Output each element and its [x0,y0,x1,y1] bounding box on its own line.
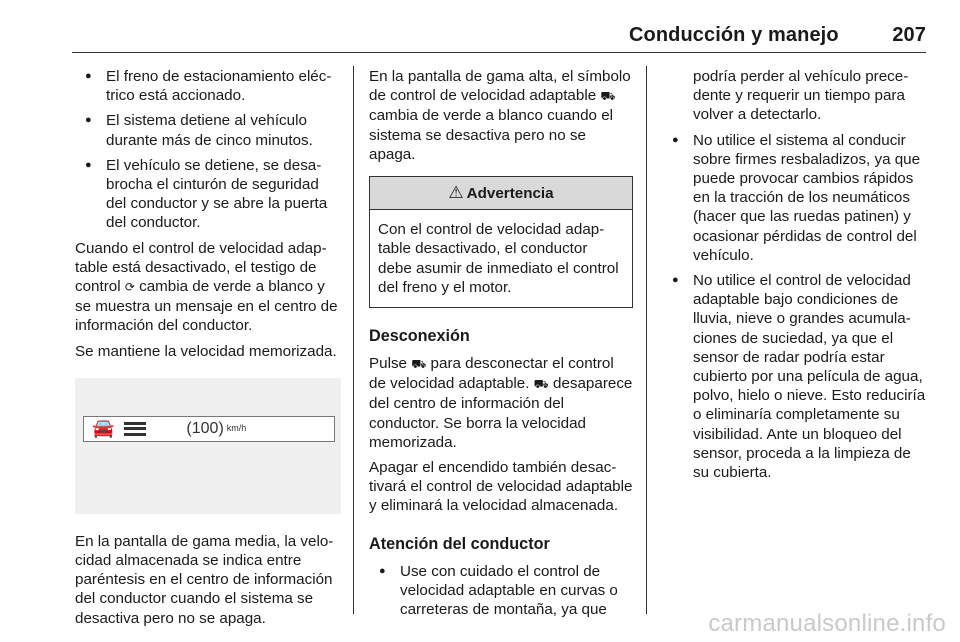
speed-unit: km/h [226,423,247,434]
car-distance-icon: 🚘 [92,418,115,439]
display-bar [83,416,335,442]
speedometer-icon: ⟳ [124,280,135,295]
bullet-list-2 [369,562,633,620]
text-run: desaparece del centro de información del conductor. Se borra la velocidad memorizada. [369,375,633,451]
list-item: ● No utilice el sistema al conducir sobre firmes resbaladizos, ya que puede provocar cambios rápidos en la tracción de los neumáticos (hacer que las ruedas patinen) y ocasionar pérdidas de control del vehículo. [662,131,926,265]
warning-text: Con el control de velocidad adaptable desactivado, el conductor debe asumir de inmediato el control del freno y el motor. [378,221,619,296]
paragraph [369,67,633,164]
header-rule [72,52,926,53]
bullet-list-1 [75,67,341,233]
text-run: cambia de verde a blanco cuando el sistema se desactiva pero no se apaga. [369,107,614,163]
adaptive-cruise-icon: ⛟ [411,357,427,372]
warning-header [370,177,632,210]
bullet-continuation [662,67,926,125]
text-run: Pulse [369,355,412,373]
column-3 [662,67,926,488]
paragraph: En la pantalla de gama media, la velocidad almacenada se indica entre paréntesis en el centro de información del conductor cuando el sistema se desactiva pero no se apaga. [75,532,334,627]
cluster-display-image [75,378,341,514]
page-number: 207 [892,24,926,46]
column-2 [369,67,633,625]
warning-box [369,176,633,308]
warning-title: Advertencia [466,185,554,203]
list-item: podría perder al vehículo precedente y requerir un tiempo para volver a detectarlo. [693,68,909,124]
column-divider-2 [646,66,647,614]
text-run: cambia de verde a blanco y se muestra un mensaje en el centro de información del conductor. [75,278,338,335]
warning-triangle-icon: ⚠ [448,183,464,203]
list-item: ● El freno de estacionamiento eléctrico está accionado. [75,67,341,105]
list-item: ● No utilice el control de velocidad adaptable bajo condiciones de lluvia, nieve o grandes acumulaciones de suciedad, ya que el sensor de radar podría estar cubierto por una película de agua, polvo, hielo o nieve. Esto reduciría o eliminaría completamente su visibilidad. Ante un bloqueo del sensor, proceda a la limpieza de su cubierta. [662,271,926,482]
adaptive-cruise-icon: ⛟ [600,89,616,104]
text-run: para desconectar el control de velocidad adaptable. [369,355,614,393]
adaptive-cruise-icon: ⛟ [533,377,549,392]
column-1 [75,67,341,634]
paragraph [369,354,633,452]
text-run: Cuando el control de velocidad adaptable está desactivado, el testigo de control [75,239,327,296]
watermark: carmanualsonline.info [708,610,946,637]
section-heading: Desconexión [369,327,470,346]
distance-bars-icon [124,422,146,436]
section-heading: Atención del conductor [369,534,550,553]
stored-speed: (100) [186,420,224,438]
page-header [629,24,926,47]
paragraph: Apagar el encendido también desactivará el control de velocidad adaptable y eliminará la velocidad almacenada. [369,459,633,515]
bullet-list-3 [662,131,926,483]
text-run: En la pantalla de gama alta, el símbolo de control de velocidad adaptable [369,68,631,105]
list-item: ● El vehículo se detiene, se desabrocha el cinturón de seguridad del conductor y se abre la puerta del conductor. [75,156,341,233]
list-item: ● Use con cuidado el control de velocidad adaptable en curvas o carreteras de montaña, ya que [369,562,633,620]
section-title: Conducción y manejo [628,24,839,46]
paragraph [75,239,341,336]
paragraph: Se mantiene la velocidad memorizada. [75,342,337,360]
column-divider-1 [353,66,354,614]
list-item: ● El sistema detiene al vehículo durante más de cinco minutos. [75,111,341,149]
